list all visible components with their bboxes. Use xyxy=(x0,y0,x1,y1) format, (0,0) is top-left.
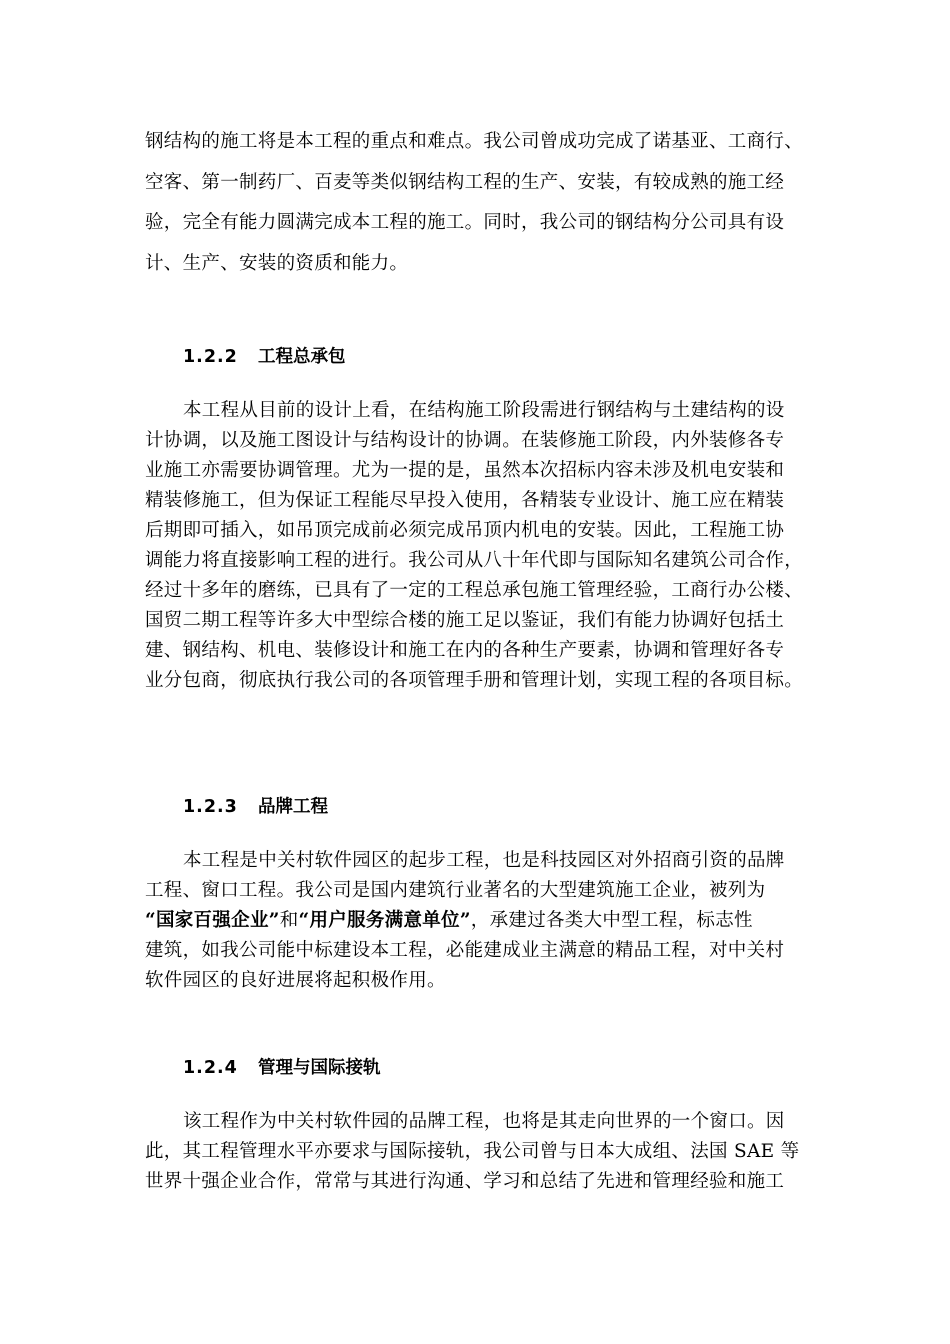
connector-text: 和 xyxy=(279,910,299,931)
paragraph-line: 此，其工程管理水平亦要求与国际接轨，我公司曾与日本大成组、法国 SAE 等 xyxy=(145,1141,800,1162)
paragraph-line: 业分包商，彻底执行我公司的各项管理手册和管理计划，实现工程的各项目标。 xyxy=(145,670,804,691)
section-heading-1-2-4 xyxy=(183,1054,381,1079)
intro-line: 钢结构的施工将是本工程的重点和难点。我公司曾成功完成了诺基亚、工商行、 xyxy=(145,131,804,152)
section-1-2-2-paragraph xyxy=(145,396,825,696)
intro-line: 空客、第一制药厂、百麦等类似钢结构工程的生产、安装，有较成熟的施工经 xyxy=(145,171,785,193)
paragraph-line: 精装修施工，但为保证工程能尽早投入使用，各精装专业设计、施工应在精装 xyxy=(145,490,785,511)
paragraph-line: 世界十强企业合作，常常与其进行沟通、学习和总结了先进和管理经验和施工 xyxy=(145,1171,785,1192)
paragraph-line: 该工程作为中关村软件园的品牌工程，也将是其走向世界的一个窗口。因 xyxy=(183,1111,785,1132)
section-title: 工程总承包 xyxy=(258,347,346,367)
section-1-2-4-paragraph xyxy=(145,1107,825,1197)
section-heading-1-2-2 xyxy=(183,343,346,368)
paragraph-line: 经过十多年的磨练，已具有了一定的工程总承包施工管理经验，工商行办公楼、 xyxy=(145,580,804,601)
section-number: 1.2.4 xyxy=(183,1058,238,1078)
intro-paragraph xyxy=(145,122,825,284)
paragraph-line: 建、钢结构、机电、装修设计和施工在内的各种生产要素，协调和管理好各专 xyxy=(145,640,785,661)
section-number: 1.2.2 xyxy=(183,347,238,367)
intro-line: 计、生产、安装的资质和能力。 xyxy=(145,252,409,274)
paragraph-line: 后期即可插入，如吊顶完成前必须完成吊顶内机电的安装。因此，工程施工协 xyxy=(145,520,785,541)
paragraph-text: ，承建过各类大中型工程，标志性 xyxy=(470,910,753,931)
honor-title: “用户服务满意单位” xyxy=(298,910,471,931)
paragraph-line: 调能力将直接影响工程的进行。我公司从八十年代即与国际知名建筑公司合作， xyxy=(145,550,804,571)
intro-line: 验，完全有能力圆满完成本工程的施工。同时，我公司的钢结构分公司具有设 xyxy=(145,212,785,233)
paragraph-line: 本工程从目前的设计上看，在结构施工阶段需进行钢结构与土建结构的设 xyxy=(183,400,785,421)
paragraph-line-honors xyxy=(145,906,825,936)
paragraph-line: 业施工亦需要协调管理。尤为一提的是，虽然本次招标内容未涉及机电安装和 xyxy=(145,460,785,481)
paragraph-line: 工程、窗口工程。我公司是国内建筑行业著名的大型建筑施工企业，被列为 xyxy=(145,880,766,901)
paragraph-line: 本工程是中关村软件园区的起步工程，也是科技园区对外招商引资的品牌 xyxy=(183,850,785,871)
section-number: 1.2.3 xyxy=(183,797,238,817)
paragraph-line: 建筑，如我公司能中标建设本工程，必能建成业主满意的精品工程，对中关村 xyxy=(145,940,785,961)
section-title: 品牌工程 xyxy=(258,797,328,817)
paragraph-line: 软件园区的良好进展将起积极作用。 xyxy=(145,970,446,991)
honor-title: “国家百强企业” xyxy=(145,910,280,931)
paragraph-line: 国贸二期工程等许多大中型综合楼的施工足以鉴证，我们有能力协调好包括土 xyxy=(145,610,785,631)
paragraph-line: 计协调，以及施工图设计与结构设计的协调。在装修施工阶段，内外装修各专 xyxy=(145,430,785,451)
section-heading-1-2-3 xyxy=(183,793,328,818)
section-title: 管理与国际接轨 xyxy=(258,1058,381,1078)
section-1-2-3-paragraph xyxy=(145,846,825,996)
